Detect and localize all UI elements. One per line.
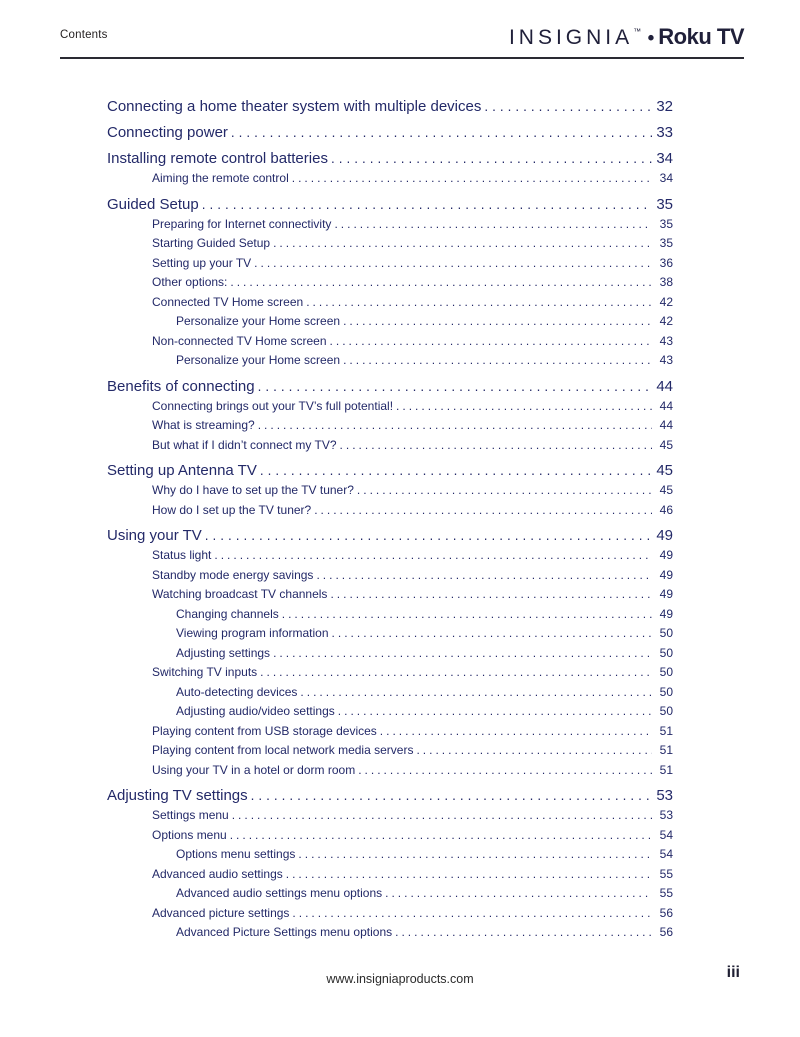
dot-leader (230, 273, 652, 293)
toc-entry-page: 43 (659, 353, 673, 367)
toc-entry-page: 49 (656, 527, 673, 544)
toc-entry-page: 56 (659, 925, 673, 939)
dot-leader (286, 865, 652, 885)
toc-entry-title: Advanced audio settings menu options (176, 886, 383, 900)
toc-entry-title: Playing content from local network media servers (152, 743, 414, 757)
dot-leader (205, 525, 652, 546)
dot-leader (395, 923, 652, 943)
dot-leader (298, 845, 652, 865)
toc-entry-page: 51 (659, 723, 673, 738)
toc-entry-page: 44 (656, 377, 673, 395)
toc-entry[interactable] (107, 683, 673, 703)
toc-entry-title: Benefits of connecting (107, 377, 255, 395)
toc-entry-title: Watching broadcast TV channels (152, 587, 328, 601)
dot-leader (331, 148, 652, 169)
toc-entry[interactable] (107, 546, 673, 566)
dot-leader (332, 624, 652, 644)
toc-entry[interactable] (107, 923, 673, 943)
toc-entry[interactable] (107, 254, 673, 274)
toc-entry-page: 42 (659, 294, 673, 309)
toc-entry[interactable] (107, 501, 673, 521)
toc-entry-title: Installing remote control batteries (107, 150, 328, 167)
toc-entry[interactable] (107, 96, 673, 117)
dot-leader (230, 826, 652, 846)
dot-leader (232, 806, 652, 826)
dot-leader (306, 293, 652, 313)
toc-entry[interactable] (107, 273, 673, 293)
page-header (60, 24, 744, 59)
toc-entry-title: Setting up your TV (152, 255, 252, 270)
toc-entry-title: Advanced picture settings (152, 905, 290, 920)
toc-entry-page: 50 (659, 704, 673, 718)
toc-entry-page: 35 (659, 216, 673, 231)
dot-leader (385, 884, 652, 904)
toc-entry-title: Other options: (152, 275, 228, 289)
toc-entry-title: Connecting brings out your TV’s full potential! (152, 398, 394, 413)
contents-heading: Contents (60, 29, 108, 41)
toc-entry-title: Adjusting audio/video settings (176, 704, 335, 718)
toc-entry-title: Adjusting settings (176, 645, 271, 660)
toc-entry[interactable] (107, 436, 673, 456)
dot-leader (254, 254, 652, 274)
toc-entry[interactable] (107, 761, 673, 781)
toc-entry[interactable] (107, 826, 673, 846)
toc-entry-page: 35 (659, 236, 673, 250)
toc-entry[interactable] (107, 884, 673, 904)
dot-leader (300, 683, 652, 703)
toc-entry-title: Preparing for Internet connectivity (152, 216, 332, 231)
dot-leader (330, 332, 652, 352)
toc-entry-page: 42 (659, 314, 673, 328)
dot-leader (334, 215, 652, 235)
toc-entry-page: 38 (659, 275, 673, 289)
toc-entry[interactable] (107, 624, 673, 644)
toc-entry[interactable] (107, 215, 673, 235)
toc-entry-title: But what if I didn’t connect my TV? (152, 437, 337, 452)
trademark-symbol: ™ (633, 27, 642, 36)
toc-entry[interactable] (107, 605, 673, 625)
dot-leader (231, 122, 652, 143)
toc-entry-page: 45 (659, 437, 673, 452)
toc-entry-title: How do I set up the TV tuner? (152, 502, 312, 517)
toc-entry[interactable] (107, 234, 673, 254)
toc-entry-title: Playing content from USB storage devices (152, 723, 377, 738)
toc-entry[interactable] (107, 644, 673, 664)
toc-entry-page: 44 (659, 418, 673, 432)
toc-entry-title: Non-connected TV Home screen (152, 333, 327, 348)
toc-entry-page: 43 (659, 333, 673, 348)
toc-entry-page: 54 (659, 847, 673, 861)
dot-leader (251, 785, 652, 806)
toc-entry[interactable] (107, 481, 673, 501)
toc-entry-page: 55 (659, 886, 673, 900)
toc-entry[interactable] (107, 351, 673, 371)
toc-entry[interactable] (107, 460, 673, 481)
toc-entry-page: 49 (659, 548, 673, 562)
toc-entry[interactable] (107, 332, 673, 352)
toc-entry-page: 32 (656, 98, 673, 115)
toc-entry-page: 51 (659, 743, 673, 757)
toc-entry-title: Advanced audio settings (152, 866, 283, 881)
toc-entry[interactable] (107, 194, 673, 215)
toc-entry[interactable] (107, 525, 673, 546)
dot-leader (484, 96, 652, 117)
toc-entry[interactable] (107, 806, 673, 826)
toc-entry-page: 45 (656, 462, 673, 479)
toc-entry-title: Advanced Picture Settings menu options (176, 925, 393, 939)
dot-leader (338, 702, 652, 722)
toc-entry[interactable] (107, 904, 673, 924)
dot-leader (258, 376, 652, 397)
toc-entry[interactable] (107, 865, 673, 885)
brand-logo (509, 24, 744, 50)
dot-leader (343, 312, 652, 332)
toc-list (107, 91, 673, 943)
dot-leader (214, 546, 652, 566)
toc-entry-title: Using your TV in a hotel or dorm room (152, 762, 356, 777)
toc-entry[interactable] (107, 293, 673, 313)
toc-entry-page: 50 (659, 684, 673, 699)
toc-entry[interactable] (107, 397, 673, 417)
toc-entry-title: Guided Setup (107, 195, 199, 213)
toc-entry-title: Options menu settings (176, 847, 296, 861)
toc-entry-page: 45 (659, 483, 673, 497)
dot-leader (273, 234, 652, 254)
toc-entry-page: 50 (659, 665, 673, 679)
dot-leader (358, 761, 652, 781)
toc-entry[interactable] (107, 663, 673, 683)
toc-entry[interactable] (107, 416, 673, 436)
toc-entry-page: 55 (659, 866, 673, 881)
toc-entry[interactable] (107, 376, 673, 397)
toc-entry-title: Viewing program information (176, 626, 329, 640)
toc-entry-page: 51 (659, 762, 673, 777)
roku-tv-wordmark: Roku TV (658, 24, 744, 49)
toc-entry[interactable] (107, 845, 673, 865)
toc-entry-page: 49 (659, 606, 673, 621)
brand-separator-dot: • (647, 28, 655, 49)
toc-entry-title: Settings menu (152, 808, 229, 822)
toc-entry[interactable] (107, 148, 673, 169)
toc-entry[interactable] (107, 566, 673, 586)
toc-entry[interactable] (107, 702, 673, 722)
dot-leader (314, 501, 652, 521)
toc-entry-page: 33 (656, 124, 673, 141)
dot-leader (396, 397, 652, 417)
footer-website-url: www.insigniaproducts.com (326, 972, 474, 986)
toc-entry-title: Connecting power (107, 124, 228, 141)
toc-entry-title: Personalize your Home screen (176, 314, 341, 328)
toc-entry-page: 56 (659, 905, 673, 920)
toc-entry-title: Standby mode energy savings (152, 567, 314, 582)
toc-entry[interactable] (107, 741, 673, 761)
dot-leader (273, 644, 652, 664)
toc-entry-page: 49 (659, 587, 673, 601)
toc-entry[interactable] (107, 312, 673, 332)
toc-entry-title: Adjusting TV settings (107, 787, 248, 804)
dot-leader (292, 904, 652, 924)
toc-entry-title: Personalize your Home screen (176, 353, 341, 367)
dot-leader (357, 481, 652, 501)
toc-entry[interactable] (107, 169, 673, 189)
dot-leader (316, 566, 652, 586)
toc-entry[interactable] (107, 585, 673, 605)
dot-leader (380, 722, 652, 742)
toc-entry-title: Changing channels (176, 606, 279, 621)
toc-entry-page: 35 (656, 195, 673, 213)
toc-entry-title: Using your TV (107, 527, 202, 544)
toc-entry-page: 34 (656, 150, 673, 167)
dot-leader (343, 351, 652, 371)
toc-entry-page: 54 (659, 827, 673, 842)
dot-leader (260, 663, 652, 683)
dot-leader (416, 741, 652, 761)
toc-entry-page: 34 (659, 171, 673, 185)
dot-leader (258, 416, 652, 436)
toc-entry[interactable] (107, 722, 673, 742)
toc-entry-title: Setting up Antenna TV (107, 462, 257, 479)
toc-entry-page: 50 (659, 645, 673, 660)
toc-entry-page: 53 (656, 787, 673, 804)
dot-leader (330, 585, 652, 605)
toc-entry-page: 36 (659, 255, 673, 270)
dot-leader (340, 436, 652, 456)
toc-entry-title: What is streaming? (152, 418, 255, 432)
toc-entry-title: Connecting a home theater system with multiple devices (107, 98, 482, 115)
insignia-wordmark: INSIGNIA (508, 26, 634, 49)
toc-entry[interactable] (107, 785, 673, 806)
toc-entry-title: Status light (152, 548, 212, 562)
dot-leader (260, 460, 652, 481)
toc-entry-title: Switching TV inputs (152, 665, 258, 679)
toc-entry-title: Aiming the remote control (152, 171, 289, 185)
toc-entry-title: Starting Guided Setup (152, 236, 271, 250)
toc-entry-page: 49 (659, 567, 673, 582)
dot-leader (282, 605, 652, 625)
toc-entry-title: Auto-detecting devices (176, 684, 298, 699)
dot-leader (202, 194, 652, 215)
toc-entry-title: Options menu (152, 827, 227, 842)
toc-entry[interactable] (107, 122, 673, 143)
toc-entry-page: 44 (659, 398, 673, 413)
toc-entry-title: Connected TV Home screen (152, 294, 304, 309)
page-number: iii (726, 964, 740, 981)
toc-entry-page: 50 (659, 626, 673, 640)
toc-entry-page: 53 (659, 808, 673, 822)
toc-entry-title: Why do I have to set up the TV tuner? (152, 483, 354, 497)
toc-entry-page: 46 (659, 502, 673, 517)
dot-leader (292, 169, 652, 189)
